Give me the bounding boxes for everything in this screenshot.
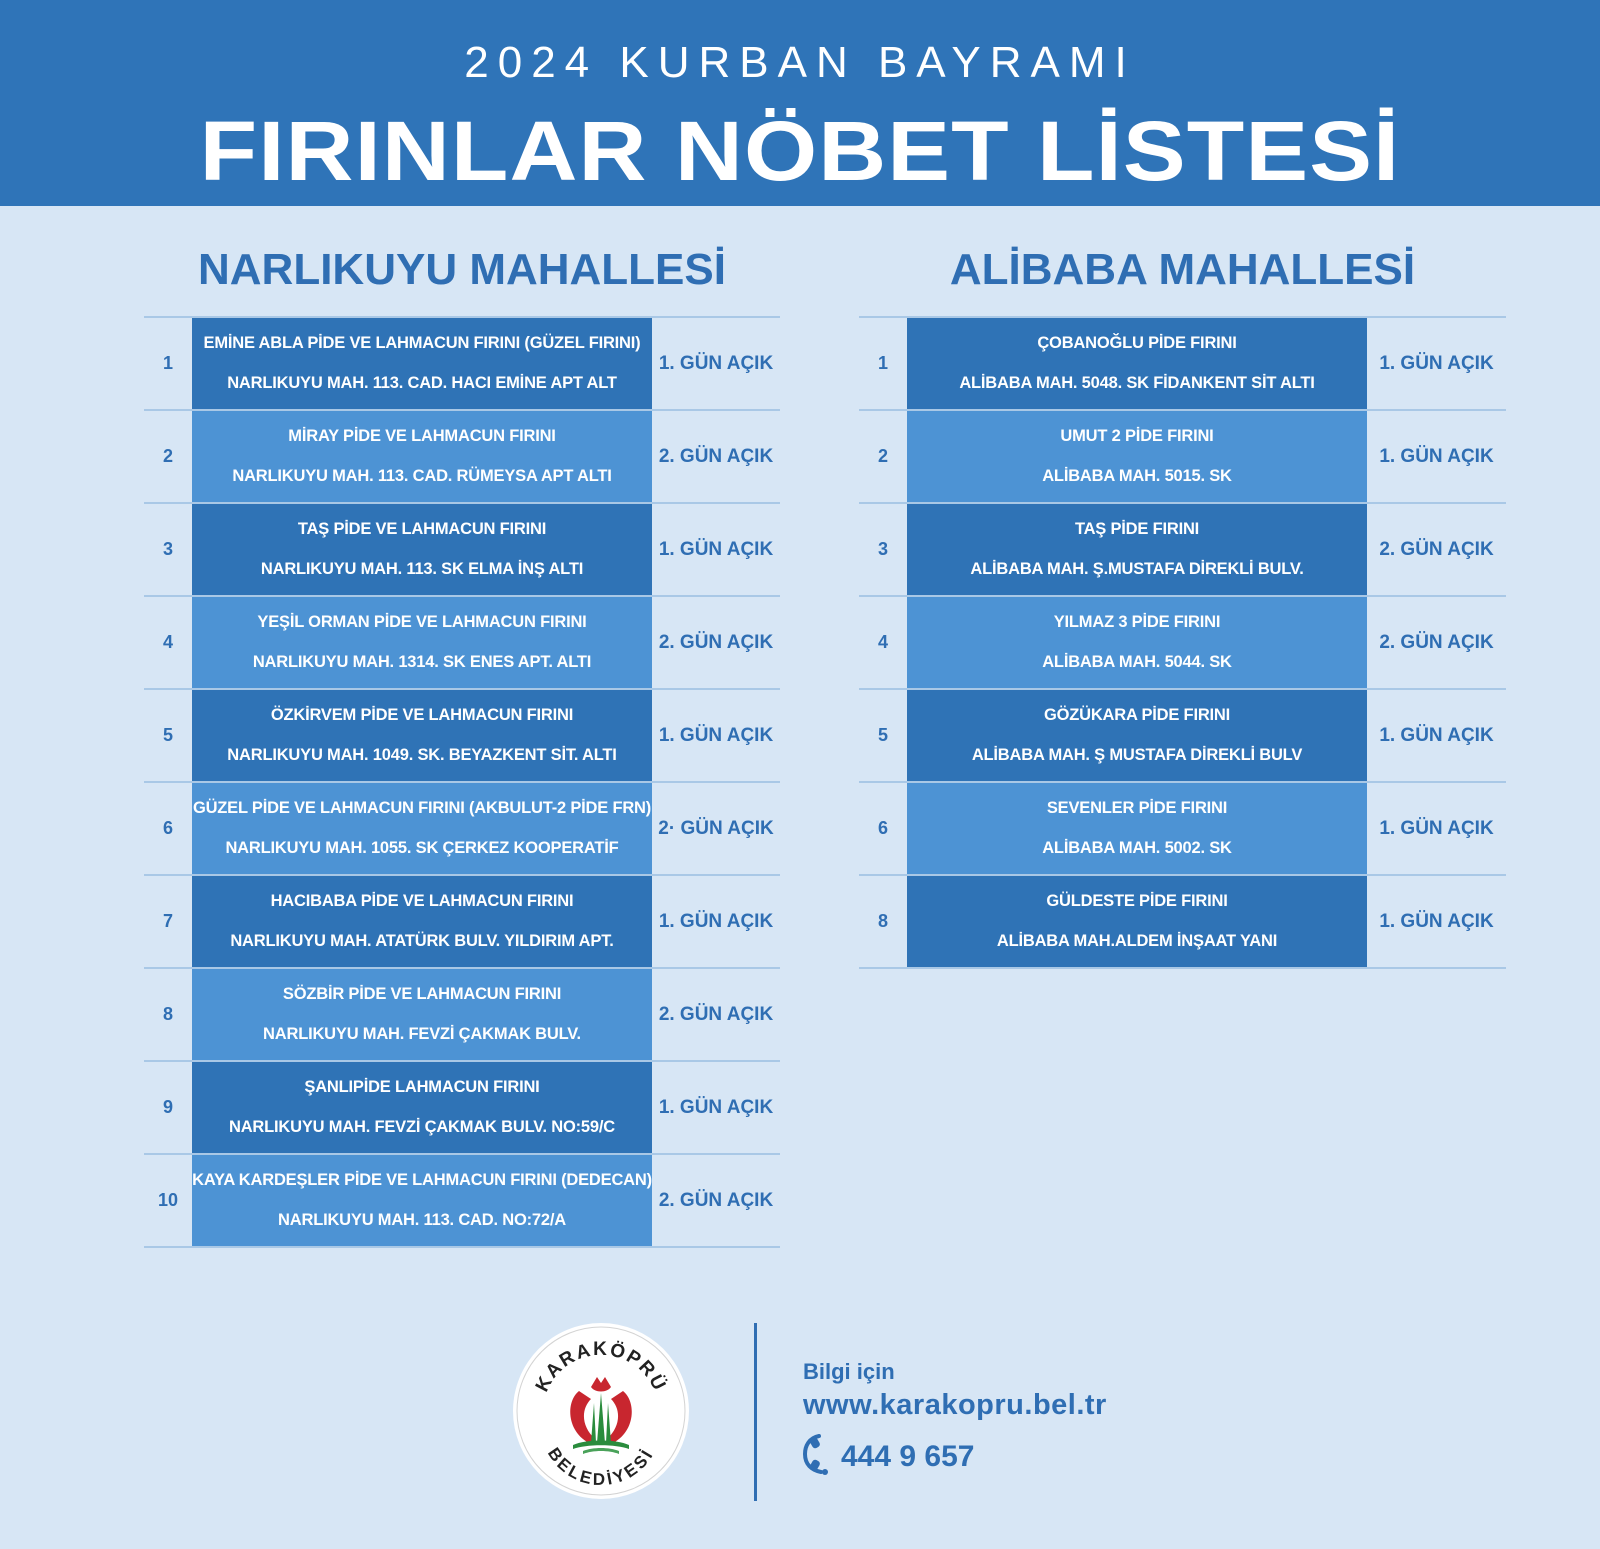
bakery-name: YILMAZ 3 PİDE FIRINI	[1053, 613, 1221, 632]
row-number: 3	[877, 539, 888, 559]
table-row	[144, 1062, 780, 1155]
bakery-name: GÜZEL PİDE VE LAHMACUN FIRINI (AKBULUT-2 PİDE FRN)	[192, 799, 652, 818]
logo-bottom-text: BELEDİYESİ	[543, 1444, 658, 1490]
table-row	[144, 504, 780, 597]
row-number: 2	[162, 446, 173, 466]
bakery-name: TAŞ PİDE FIRINI	[1074, 520, 1200, 539]
open-day-status: 1. GÜN AÇIK	[1379, 817, 1494, 839]
contact-info	[803, 1358, 1107, 1481]
bakery-info	[192, 318, 652, 409]
open-day-status: 2. GÜN AÇIK	[658, 1003, 774, 1025]
bakery-name: GÖZÜKARA PİDE FIRINI	[1043, 706, 1231, 725]
bakery-name: ÇOBANOĞLU PİDE FIRINI	[1037, 334, 1237, 353]
bakery-info	[192, 969, 652, 1060]
logo-top-text: KARAKÖPRÜ	[531, 1339, 671, 1396]
open-day-status: 2. GÜN AÇIK	[658, 445, 774, 467]
alibaba-table	[859, 316, 1506, 969]
row-number: 1	[162, 353, 173, 373]
open-day-status: 1. GÜN AÇIK	[1379, 724, 1494, 746]
bakery-name: TAŞ PİDE VE LAHMACUN FIRINI	[297, 520, 547, 539]
table-row	[859, 411, 1506, 504]
bakery-address: NARLIKUYU MAH. 1314. SK ENES APT. ALTI	[252, 652, 592, 671]
bakery-address: ALİBABA MAH. 5002. SK	[1042, 838, 1232, 857]
open-day-status: 2. GÜN AÇIK	[658, 1189, 774, 1211]
bakery-address: ALİBABA MAH.ALDEM İNŞAAT YANI	[996, 931, 1278, 950]
bakery-name: MİRAY PİDE VE LAHMACUN FIRINI	[288, 427, 556, 446]
open-day-status: 2. GÜN AÇIK	[658, 631, 774, 653]
table-row	[144, 969, 780, 1062]
bakery-address: ALİBABA MAH. 5048. SK FİDANKENT SİT ALTI	[959, 373, 1315, 392]
bakery-address: NARLIKUYU MAH. 113. CAD. HACI EMİNE APT ALT	[227, 373, 617, 392]
bakery-name: UMUT 2 PİDE FIRINI	[1060, 427, 1214, 446]
row-number: 1	[877, 353, 888, 373]
bakery-name: ŞANLIPİDE LAHMACUN FIRINI	[304, 1078, 540, 1097]
bakery-info	[192, 690, 652, 781]
page-title: FIRINLAR NÖBET LİSTESİ	[199, 104, 1401, 198]
bakery-info	[907, 690, 1367, 781]
bakery-name: SÖZBİR PİDE VE LAHMACUN FIRINI	[282, 985, 562, 1004]
table-row	[144, 783, 780, 876]
headset-phone-icon	[803, 1432, 837, 1481]
header-banner	[0, 0, 1600, 206]
open-day-status: 1. GÜN AÇIK	[1379, 352, 1494, 374]
table-row	[144, 1155, 780, 1248]
bakery-info	[192, 1062, 652, 1153]
bakery-address: NARLIKUYU MAH. 1049. SK. BEYAZKENT SİT. ALTI	[227, 745, 617, 764]
table-row	[859, 597, 1506, 690]
row-number: 10	[157, 1190, 179, 1210]
bakery-address: ALİBABA MAH. 5015. SK	[1042, 466, 1232, 485]
bakery-address: ALİBABA MAH. Ş MUSTAFA DİREKLİ BULV	[971, 745, 1303, 764]
open-day-status: 2. GÜN AÇIK	[1379, 631, 1494, 653]
bakery-address: NARLIKUYU MAH. FEVZİ ÇAKMAK BULV.	[263, 1024, 581, 1043]
bakery-info	[907, 411, 1367, 502]
open-day-status: 2· GÜN AÇIK	[658, 817, 774, 839]
bakery-name: ÖZKİRVEM PİDE VE LAHMACUN FIRINI	[270, 706, 574, 725]
bakery-address: NARLIKUYU MAH. 113. SK ELMA İNŞ ALTI	[260, 559, 584, 578]
phone-number[interactable]: 444 9 657	[841, 1439, 975, 1473]
row-number: 5	[162, 725, 173, 745]
row-number: 8	[877, 911, 888, 931]
open-day-status: 1. GÜN AÇIK	[658, 538, 774, 560]
bakery-info	[907, 876, 1367, 967]
row-number: 3	[162, 539, 173, 559]
page-subtitle: 2024 KURBAN BAYRAMI	[464, 38, 1136, 87]
open-day-status: 1. GÜN AÇIK	[658, 1096, 774, 1118]
table-row	[144, 597, 780, 690]
table-row	[859, 783, 1506, 876]
bakery-info	[192, 504, 652, 595]
karakopru-logo	[511, 1321, 691, 1501]
narlikuyu-table	[144, 316, 780, 1248]
table-row	[859, 876, 1506, 969]
website-link[interactable]: www.karakopru.bel.tr	[803, 1389, 1107, 1421]
bakery-info	[192, 597, 652, 688]
bakery-name: GÜLDESTE PİDE FIRINI	[1046, 892, 1228, 911]
bakery-name: EMİNE ABLA PİDE VE LAHMACUN FIRINI (GÜZEL FIRINI)	[203, 334, 641, 353]
bakery-info	[907, 783, 1367, 874]
row-number: 4	[877, 632, 888, 652]
bakery-info	[907, 318, 1367, 409]
bakery-address: NARLIKUYU MAH. 113. CAD. RÜMEYSA APT ALTI	[232, 466, 612, 485]
row-number: 8	[162, 1004, 173, 1024]
table-row	[144, 411, 780, 504]
open-day-status: 1. GÜN AÇIK	[658, 352, 774, 374]
bakery-address: NARLIKUYU MAH. 1055. SK ÇERKEZ KOOPERATİF	[225, 838, 619, 857]
bakery-name: YEŞİL ORMAN PİDE VE LAHMACUN FIRINI	[257, 613, 587, 632]
bakery-info	[192, 876, 652, 967]
row-number: 4	[162, 632, 173, 652]
alibaba-title: ALİBABA MAHALLESİ	[949, 245, 1416, 294]
row-number: 9	[162, 1097, 173, 1117]
row-number: 6	[877, 818, 888, 838]
bakery-name: HACIBABA PİDE VE LAHMACUN FIRINI	[270, 892, 574, 911]
bakery-info	[192, 783, 652, 874]
open-day-status: 1. GÜN AÇIK	[1379, 910, 1494, 932]
bakery-info	[192, 1155, 652, 1246]
row-number: 7	[162, 911, 173, 931]
open-day-status: 2. GÜN AÇIK	[1379, 538, 1494, 560]
narlikuyu-title: NARLIKUYU MAHALLESİ	[198, 245, 726, 294]
footer-divider	[754, 1323, 757, 1501]
open-day-status: 1. GÜN AÇIK	[658, 910, 774, 932]
bakery-address: ALİBABA MAH. Ş.MUSTAFA DİREKLİ BULV.	[970, 559, 1304, 578]
row-number: 5	[877, 725, 888, 745]
table-row	[859, 504, 1506, 597]
open-day-status: 1. GÜN AÇIK	[1379, 445, 1494, 467]
table-row	[144, 876, 780, 969]
bakery-address: NARLIKUYU MAH. FEVZİ ÇAKMAK BULV. NO:59/C	[229, 1117, 615, 1136]
table-row	[144, 690, 780, 783]
bakery-info	[907, 504, 1367, 595]
open-day-status: 1. GÜN AÇIK	[658, 724, 774, 746]
row-number: 2	[877, 446, 888, 466]
bakery-info	[192, 411, 652, 502]
bakery-address: ALİBABA MAH. 5044. SK	[1042, 652, 1232, 671]
bakery-address: NARLIKUYU MAH. 113. CAD. NO:72/A	[278, 1210, 566, 1229]
table-row	[144, 318, 780, 411]
phone-row[interactable]	[803, 1432, 1107, 1481]
bakery-name: SEVENLER PİDE FIRINI	[1046, 799, 1228, 818]
row-number: 6	[162, 818, 173, 838]
table-row	[859, 690, 1506, 783]
bakery-info	[907, 597, 1367, 688]
narlikuyu-section	[144, 240, 780, 1248]
bakery-name: KAYA KARDEŞLER PİDE VE LAHMACUN FIRINI (DEDECAN)	[192, 1171, 652, 1190]
table-row	[859, 318, 1506, 411]
info-label: Bilgi için	[803, 1359, 895, 1384]
bakery-address: NARLIKUYU MAH. ATATÜRK BULV. YILDIRIM APT.	[230, 931, 614, 950]
alibaba-section	[859, 240, 1506, 969]
